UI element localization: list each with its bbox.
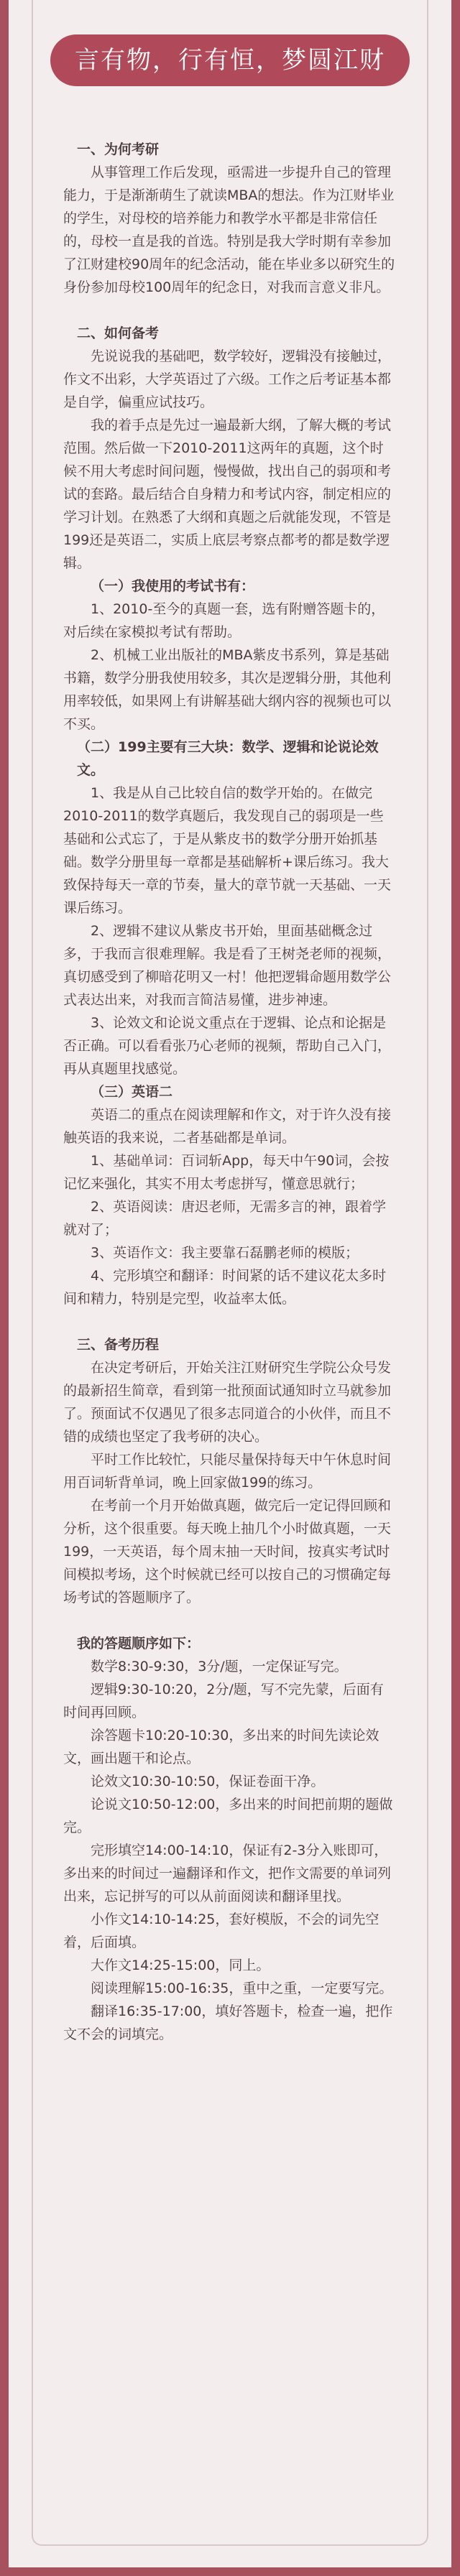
title-banner: 言有物，行有恒，梦圆江财 <box>50 34 410 86</box>
section-heading-how: 二、如何备考 <box>77 325 160 341</box>
section-heading-order: 我的答题顺序如下： <box>77 1636 201 1651</box>
list-item: 完形填空14:00-14:10，保证有2-3分入账即可，多出来的时间过一遍翻译和作文，把作文需要的单词列出来，忘记拼写的可以从前面阅读和翻译里找。 <box>63 1843 392 1904</box>
paragraph: 1、基础单词：百词斩App，每天中午90词，会按记忆来强化，其实不用太考虑拼写，懂意思就行； <box>63 1153 390 1192</box>
paragraph: 4、完形填空和翻译：时间紧的话不建议花太多时间和精力，特别是完型，收益率太低。 <box>63 1268 387 1307</box>
list-item: 大作文14:25-15:00，同上。 <box>91 1958 270 1973</box>
list-item: 逻辑9:30-10:20，2分/题，写不完先蒙，后面有时间再回顾。 <box>63 1682 384 1720</box>
subheading-english: （三）英语二 <box>91 1084 173 1100</box>
paragraph: 2、机械工业出版社的MBA紫皮书系列，算是基础书籍，数学分册我使用较多，其次是逻辑分册，其他利用率较低，如果网上有讲解基础大纲内容的视频也可以不买。 <box>63 647 392 732</box>
list-item: 论效文10:30-10:50，保证卷面干净。 <box>91 1774 325 1789</box>
paragraph: 2、英语阅读：唐迟老师，无需多言的神，跟着学就对了； <box>63 1199 387 1238</box>
list-item: 小作文14:10-14:25，套好模版，不会的词先空着，后面填。 <box>63 1912 380 1950</box>
paragraph: 3、英语作文：我主要靠石磊鹏老师的模版； <box>91 1245 359 1261</box>
subheading-199: （二）199主要有三大块：数学、逻辑和论说论效文。 <box>77 739 379 778</box>
paragraph: 在考前一个月开始做真题，做完后一定记得回顾和分析，这个很重要。每天晚上抽几个小时做真题，一天199，一天英语，每个周末抽一天时间，按真实考试时间模拟考场，这个时候就已经可以按自己的习惯确定每场考试的答题顺序了。 <box>63 1498 392 1606</box>
paragraph: 2、逻辑不建议从紫皮书开始，里面基础概念过多，于我而言很难理解。我是看了王树尧老师的视频，真切感受到了柳暗花明又一村！他把逻辑命题用数学公式表达出来，对我而言简洁易懂，进步神速。 <box>63 923 392 1008</box>
paragraph: 在决定考研后，开始关注江财研究生学院公众号发的最新招生简章，看到第一批预面试通知时立马就参加了。预面试不仅遇见了很多志同道合的小伙伴，而且不错的成绩也坚定了我考研的决心。 <box>63 1360 392 1445</box>
answer-order-list <box>63 1655 397 2046</box>
section-heading-why: 一、为何考研 <box>77 142 160 157</box>
list-item: 论说文10:50-12:00，多出来的时间把前期的题做完。 <box>63 1797 393 1835</box>
list-item: 涂答题卡10:20-10:30，多出来的时间先读论效文，画出题干和论点。 <box>63 1728 380 1766</box>
list-item: 翻译16:35-17:00，填好答题卡，检查一遍，把作文不会的词填完。 <box>63 2003 393 2042</box>
paragraph: 我的着手点是先过一遍最新大纲，了解大概的考试范围。然后做一下2010-2011这两年的真题，这个时候不用大考虑时间问题，慢慢做，找出自己的弱项和考试的套路。最后结合自身精力和考试内容，制定相应的学习计划。在熟悉了大纲和真题之后就能发现，不管是199还是英语二，实质上底层考察点都考的都是数学逻辑。 <box>63 417 392 571</box>
article-body <box>63 115 397 2533</box>
list-item: 阅读理解15:00-16:35，重中之重，一定要写完。 <box>91 1980 393 1996</box>
paragraph: 从事管理工作后发现，亟需进一步提升自己的管理能力，于是渐渐萌生了就读MBA的想法。作为江财毕业的学生，对母校的培养能力和教学水平都是非常信任的，母校一直是我的首选。特别是我大学时期有幸参加了江财建校90周年的纪念活动，能在毕业多以研究生的身份参加母校100周年的纪念日，对我而言意义非凡。 <box>63 165 395 295</box>
list-item: 数学8:30-9:30，3分/题，一定保证写完。 <box>91 1659 348 1674</box>
paragraph: 1、我是从自己比较自信的数学开始的。在做完2010-2011的数学真题后，我发现自己的弱项是一些基础和公式忘了，于是从紫皮书的数学分册开始抓基础。数学分册里每一章都是基础解析+课后练习。我大致保持每天一章的节奏，量大的章节就一天基础、一天课后练习。 <box>63 785 392 916</box>
paragraph: 1、2010-至今的真题一套，选有附赠答题卡的，对后续在家模拟考试有帮助。 <box>63 601 385 640</box>
subheading-books: （一）我使用的考试书有： <box>91 578 255 594</box>
section-heading-process: 三、备考历程 <box>77 1337 160 1353</box>
paragraph: 平时工作比较忙，只能尽量保持每天中午休息时间用百词斩背单词，晚上回家做199的练习。 <box>63 1452 392 1491</box>
paragraph: 先说说我的基础吧，数学较好，逻辑没有接触过，作文不出彩，大学英语过了六级。工作之后考证基本都是自学，偏重应试技巧。 <box>63 348 392 410</box>
paragraph: 3、论效文和论说文重点在于逻辑、论点和论据是否正确。可以看看张乃心老师的视频，帮助自己入门，再从真题里找感觉。 <box>63 1015 392 1077</box>
paragraph: 英语二的重点在阅读理解和作文，对于许久没有接触英语的我来说，二者基础都是单词。 <box>63 1107 392 1146</box>
